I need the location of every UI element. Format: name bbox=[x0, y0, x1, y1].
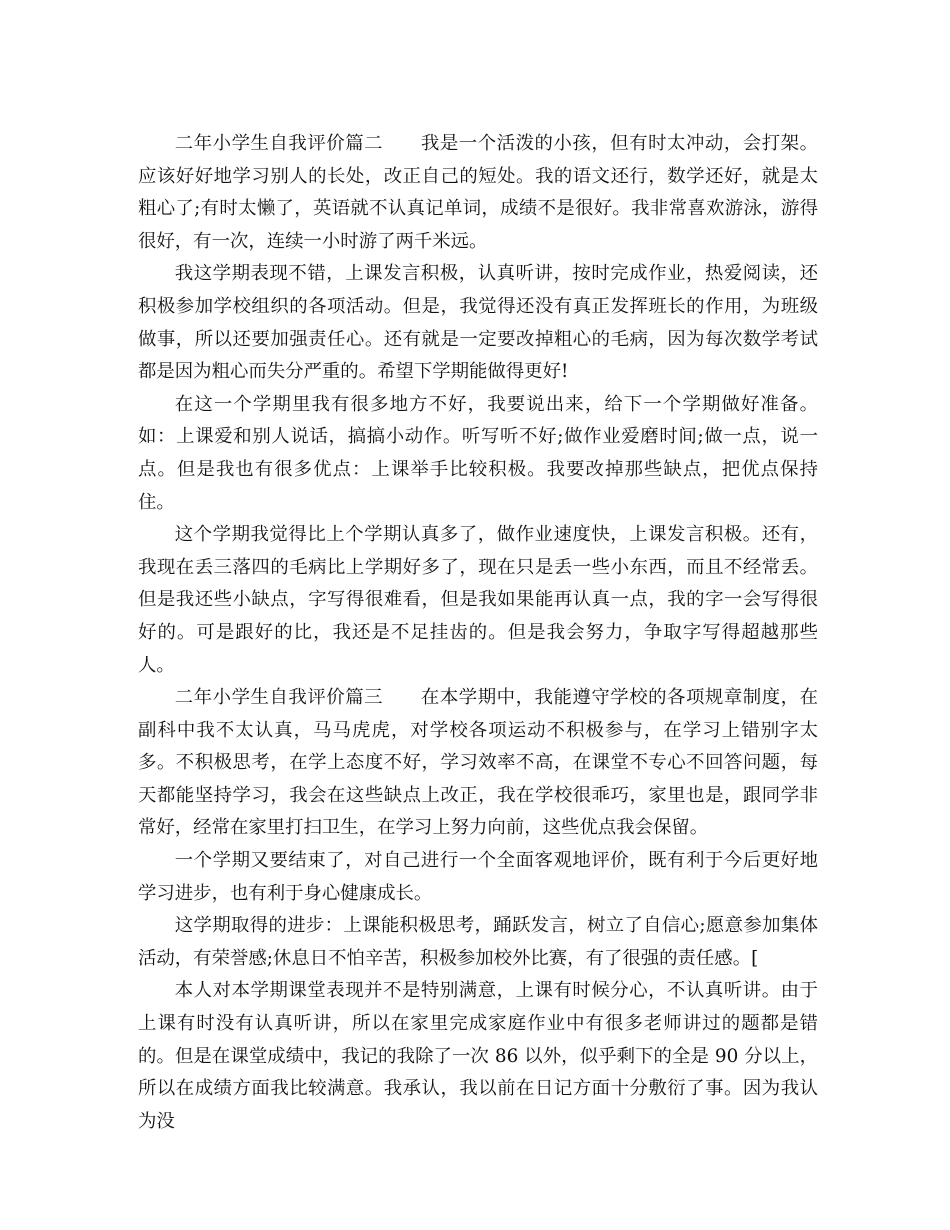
paragraph-4: 这个学期我觉得比上个学期认真多了，做作业速度快，上课发言积极。还有，我现在丢三落四的毛病比上学期好多了，现在只是丢一些小东西，而且不经常丢。但是我还些小缺点，字写得很难看，但是我如果能再认真一点，我的字一会写得很好的。可是跟好的比，我还是不足挂齿的。但是我会努力，争取字写得超越那些人。 bbox=[138, 524, 818, 676]
paragraph-6: 一个学期又要结束了，对自己进行一个全面客观地评价，既有利于今后更好地学习进步，也有利于身心健康成长。 bbox=[138, 850, 818, 904]
paragraph-7: 这学期取得的进步：上课能积极思考，踊跃发言，树立了自信心;愿意参加集体活动，有荣誉感;休息日不怕辛苦，积极参加校外比赛，有了很强的责任感。[ bbox=[138, 915, 818, 969]
paragraph-5: 二年小学生自我评价篇三 在本学期中，我能遵守学校的各项规章制度，在副科中我不太认真，马马虎虎，对学校各项运动不积极参与，在学习上错别字太多。不积极思考，在学上态度不好，学习效率不高，在课堂不专心不回答问题，每天都能坚持学习，我会在这些缺点上改正，我在学校很乖巧，家里也是，跟同学非常好，经常在家里打扫卫生，在学习上努力向前，这些优点我会保留。 bbox=[138, 687, 818, 839]
paragraph-1: 二年小学生自我评价篇二 我是一个活泼的小孩，但有时太冲动，会打架。应该好好地学习别人的长处，改正自己的短处。我的语文还行，数学还好，就是太粗心了;有时太懒了，英语就不认真记单词，成绩不是很好。我非常喜欢游泳，游得很好，有一次，连续一小时游了两千米远。 bbox=[138, 133, 818, 252]
paragraph-3: 在这一个学期里我有很多地方不好，我要说出来，给下一个学期做好准备。如：上课爱和别人说话，搞搞小动作。听写听不好;做作业爱磨时间;做一点，说一点。但是我也有很多优点：上课举手比较积极。我要改掉那些缺点，把优点保持住。 bbox=[138, 393, 818, 513]
paragraph-2: 我这学期表现不错，上课发言积极，认真听讲，按时完成作业，热爱阅读，还积极参加学校组织的各项活动。但是，我觉得还没有真正发挥班长的作用，为班级做事，所以还要加强责任心。还有就是一定要改掉粗心的毛病，因为每次数学考试都是因为粗心而失分严重的。希望下学期能做得更好! bbox=[138, 263, 818, 383]
paragraph-8: 本人对本学期课堂表现并不是特别满意，上课有时候分心，不认真听讲。由于上课有时没有认真听讲，所以在家里完成家庭作业中有很多老师讲过的题都是错的。但是在课堂成绩中，我记的我除了一次 86 以外，似乎剩下的全是 90 分以上，所以在成绩方面我比较满意。我承认，我以前在日记方面十分敷衍了事。因为我认为没 bbox=[138, 980, 818, 1132]
